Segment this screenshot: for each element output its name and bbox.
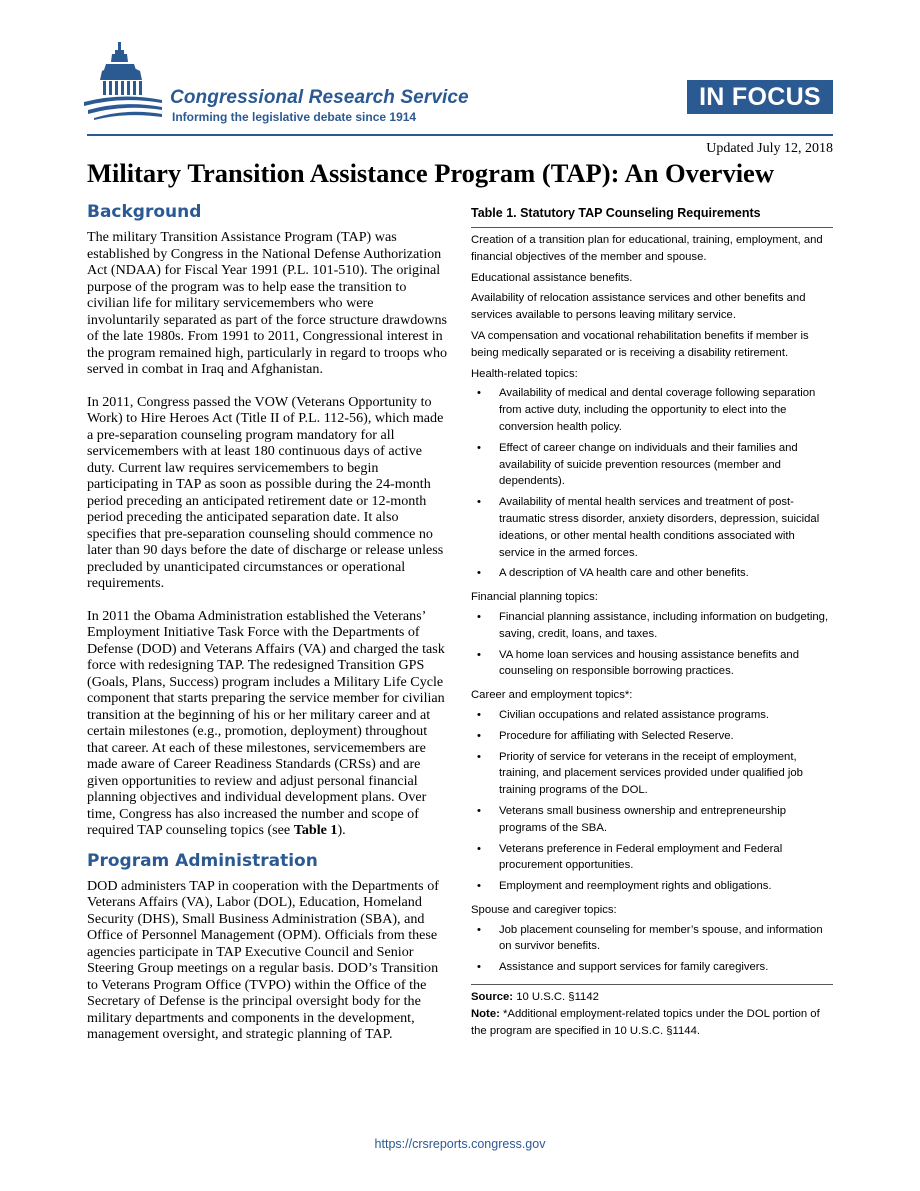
source-label: Source: <box>471 991 514 1004</box>
table-bullet-item <box>471 440 833 490</box>
table-bullet-item <box>471 878 833 895</box>
table-note <box>471 1006 833 1040</box>
bullet-icon: • <box>477 708 481 721</box>
bullet-icon: • <box>477 610 481 623</box>
table-bullet-item <box>471 728 833 745</box>
capitol-dome-logo-icon <box>82 40 164 120</box>
source-text: 10 U.S.C. §1142 <box>513 991 599 1004</box>
paragraph-3-text: In 2011 the Obama Administration established the Veterans’ Employment Initiative Task Force with the Departments of Defense (DOD) and Veterans Affairs (VA) and charged the task force with redesigning TAP. The redesigned Transition GPS (Goals, Plans, Success) program includes a Military Life Cycle component that starts preparing the service member for civilian transition at the beginning of his or her military career and at certain milestones (e.g., promotion, deployment) throughout that career. At each of these milestones, servicemembers are made aware of Career Readiness Standards (CRSs) and are given opportunities to review and adjust personal financial planning objectives and individual development plans. Over time, Congress has also increased the number and scope of required TAP counseling topics (see <box>87 607 445 838</box>
bullet-text: Procedure for affiliating with Selected Reserve. <box>499 729 734 742</box>
table-group-label: Health-related topics: <box>471 367 578 380</box>
table-bottom-rule <box>471 984 833 985</box>
bullet-icon: • <box>477 842 481 855</box>
in-focus-badge: IN FOCUS <box>687 80 833 114</box>
background-paragraph-3 <box>87 608 449 839</box>
bullet-text: VA home loan services and housing assistance benefits and counseling on responsible borrowing practices. <box>499 648 799 678</box>
background-paragraph-1: The military Transition Assistance Program (TAP) was established by Congress in the National Defense Authorization Act (NDAA) for Fiscal Year 1991 (P.L. 101-510). The original purpose of the program was to help ease the transition to civilian life for military servicemembers who were involuntarily separated as part of the force structure drawdowns of the late 1980s. From 1991 to 2011, Congressional interest in the program remained high, particularly in regard to troops who served in combat in Iraq and Afghanistan. <box>87 229 448 377</box>
table-title: Table 1. Statutory TAP Counseling Requirements <box>471 206 761 220</box>
group-spacer <box>471 980 833 983</box>
table-1-reference: Table 1 <box>293 822 338 838</box>
bullet-text: Availability of mental health services and treatment of post-traumatic stress disorder, anxiety disorders, depression, suicidal ideations, or other mental health conditions associated with service in the armed forces. <box>499 496 820 559</box>
header-rule <box>87 134 833 136</box>
table-bullet-item <box>471 385 833 435</box>
table-top-rule <box>471 227 833 228</box>
bullet-text: Availability of medical and dental coverage following separation from active duty, including the opportunity to elect into the conversion health policy. <box>499 387 816 433</box>
bullet-text: Effect of career change on individuals and their families and availability of suicide prevention resources (member and dependents). <box>499 441 798 488</box>
table-bullet-item <box>471 749 833 799</box>
org-tagline: Informing the legislative debate since 1914 <box>172 110 417 124</box>
table-bullet-item <box>471 647 833 681</box>
bullet-text: Financial planning assistance, including information on budgeting, saving, credit, loans, and taxes. <box>499 610 829 640</box>
table-bullet-item <box>471 803 833 837</box>
program-administration-paragraph: DOD administers TAP in cooperation with the Departments of Veterans Affairs (VA), Labor (DOL), Education, Homeland Security (DHS), Small Business Administration (SBA), and Office of Personnel Management (OPM). Officials from these agencies participate in TAP Executive Council and Senior Steering Group meetings on a regular basis. DOD’s Transition to Veterans Program Office (TVPO) within the Office of the Secretary of Defense is the principal oversight body for the military departments and components in the development, management oversight, and strategic planning of TAP. <box>87 877 439 1042</box>
paragraph-3-end: ). <box>337 822 346 838</box>
table-bullet-item <box>471 494 833 561</box>
table-items <box>471 232 833 362</box>
page-header <box>0 0 920 156</box>
table-source <box>471 989 833 1006</box>
org-name: Congressional Research Service <box>170 87 469 108</box>
bullet-icon: • <box>477 923 481 936</box>
bullet-icon: • <box>477 750 481 763</box>
table-bullet-item <box>471 922 833 956</box>
table-1 <box>471 204 833 1039</box>
bullet-text: Veterans preference in Federal employment and Federal procurement opportunities. <box>499 842 783 872</box>
table-item: Availability of relocation assistance services and other benefits and services available to persons leaving military service. <box>471 292 806 322</box>
table-item: VA compensation and vocational rehabilitation benefits if member is being medically separated or is receiving a disability retirement. <box>471 329 809 359</box>
table-group-label: Financial planning topics: <box>471 591 598 604</box>
table-item: Educational assistance benefits. <box>471 271 633 284</box>
note-text: *Additional employment-related topics under the DOL portion of the program are specified in 10 U.S.C. §1144. <box>471 1007 820 1037</box>
table-bullet-item <box>471 959 833 976</box>
bullet-icon: • <box>477 961 481 974</box>
note-label: Note: <box>471 1007 500 1020</box>
bullet-icon: • <box>477 880 481 893</box>
bullet-icon: • <box>477 804 481 817</box>
bullet-text: Veterans small business ownership and entrepreneurship programs of the SBA. <box>499 804 786 834</box>
table-group-label: Career and employment topics*: <box>471 689 633 702</box>
table-bullet-item <box>471 565 833 582</box>
background-paragraph-2: In 2011, Congress passed the VOW (Veterans Opportunity to Work) to Hire Heroes Act (Title II of P.L. 112-56), which made a pre-separation counseling program mandatory for all servicemembers with at least 180 continuous days of active duty. Current law requires servicemembers to begin participating in TAP as soon as possible during the 24-month period preceding an anticipated retirement date or 12-month period preceding the anticipated separation date. It also specifies that pre-separation counseling should commence no later than 90 days before the date of discharge or release unless precluded by unanticipated circumstances or operational requirements. <box>87 393 444 591</box>
updated-date: Updated July 12, 2018 <box>706 141 833 156</box>
bullet-text: Assistance and support services for family caregivers. <box>499 961 769 974</box>
bullet-icon: • <box>477 729 481 742</box>
table-group-label: Spouse and caregiver topics: <box>471 903 617 916</box>
table-groups <box>471 366 833 984</box>
bullet-text: Priority of service for veterans in the receipt of employment, training, and placement services provided under qualified job training programs of the DOL. <box>499 750 803 797</box>
table-bullet-item <box>471 707 833 724</box>
left-column <box>87 200 449 1043</box>
table-bullet-item <box>471 609 833 643</box>
footer-url[interactable]: https://crsreports.congress.gov <box>374 1137 546 1151</box>
program-administration-heading: Program Administration <box>87 850 318 871</box>
page-title: Military Transition Assistance Program (TAP): An Overview <box>87 158 774 188</box>
table-bullet-item <box>471 841 833 875</box>
bullet-icon: • <box>477 496 481 509</box>
background-heading: Background <box>87 202 202 222</box>
bullet-icon: • <box>477 387 481 400</box>
bullet-icon: • <box>477 648 481 661</box>
bullet-text: Job placement counseling for member’s spouse, and information on survivor benefits. <box>499 923 823 953</box>
bullet-icon: • <box>477 441 481 454</box>
table-item: Creation of a transition plan for educational, training, employment, and financial objectives of the member and spouse. <box>471 234 823 263</box>
bullet-text: Civilian occupations and related assistance programs. <box>499 708 770 721</box>
bullet-text: Employment and reemployment rights and obligations. <box>499 880 772 893</box>
bullet-text: A description of VA health care and other benefits. <box>499 567 749 580</box>
bullet-icon: • <box>477 567 481 580</box>
